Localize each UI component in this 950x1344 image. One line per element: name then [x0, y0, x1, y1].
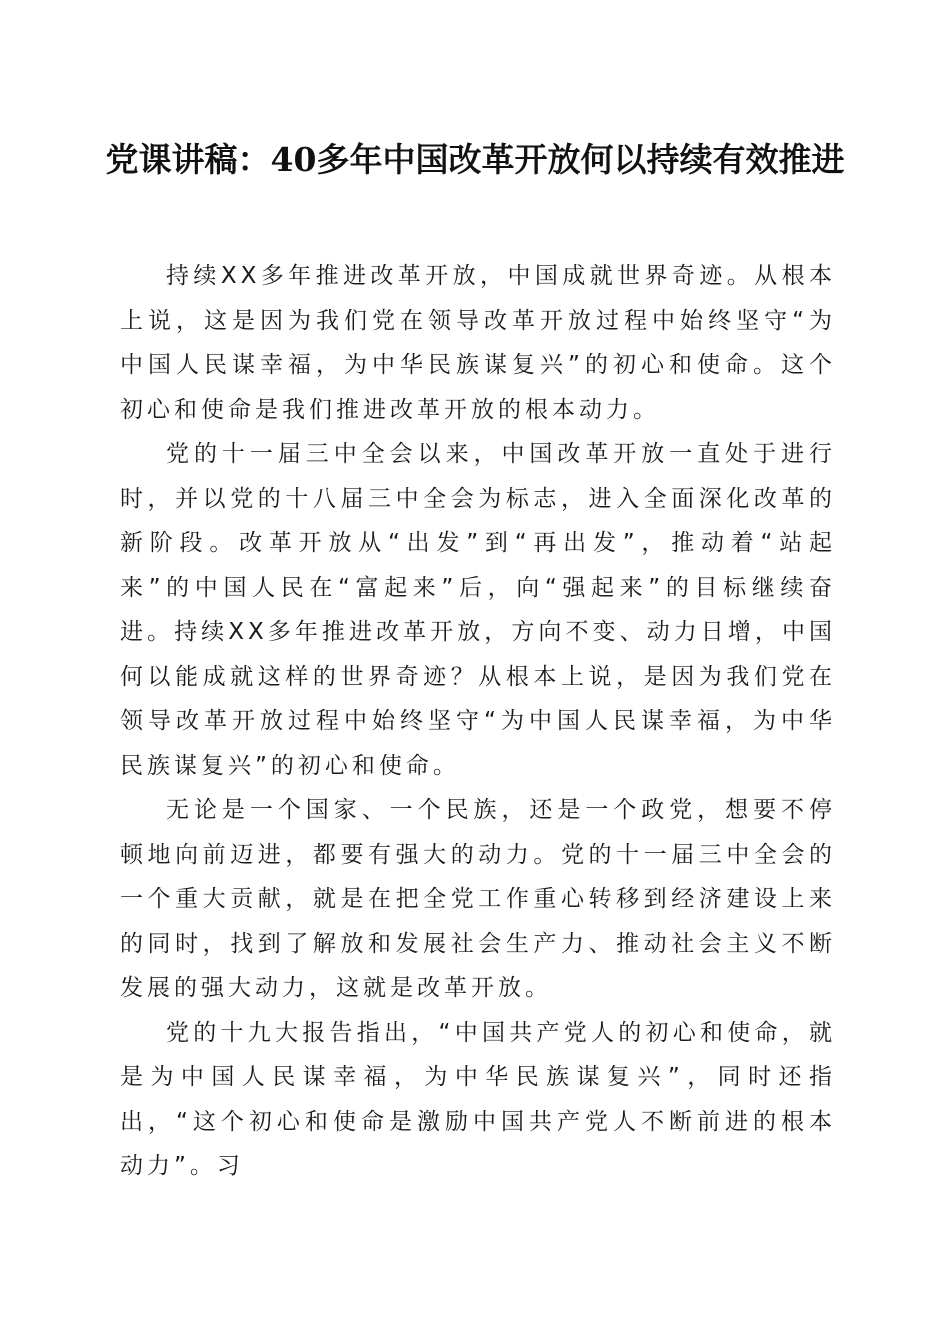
paragraph-2: 党的十一届三中全会以来，中国改革开放一直处于进行时，并以党的十八届三中全会为标志，进入全面深化改革的新阶段。改革开放从“出发”到“再出发”，推动着“站起来”的中国人民在“富起来”后，向“强起来”的目标继续奋进。持续XX多年推进改革开放，方向不变、动力日增，中国何以能成就这样的世界奇迹？从根本上说，是因为我们党在领导改革开放过程中始终坚守“为中国人民谋幸福，为中华民族谋复兴”的初心和使命。 — [120, 441, 836, 779]
document-title: 党课讲稿：40多年中国改革开放何以持续有效推进 — [105, 140, 845, 179]
document-body — [120, 254, 836, 1189]
paragraph-1: 持续XX多年推进改革开放，中国成就世界奇迹。从根本上说，这是因为我们党在领导改革开放过程中始终坚守“为中国人民谋幸福，为中华民族谋复兴”的初心和使命。这个初心和使命是我们推进改革开放的根本动力。 — [120, 263, 836, 423]
paragraph-3: 无论是一个国家、一个民族，还是一个政党，想要不停顿地向前迈进，都要有强大的动力。党的十一届三中全会的一个重大贡献，就是在把全党工作重心转移到经济建设上来的同时，找到了解放和发展社会生产力、推动社会主义不断发展的强大动力，这就是改革开放。 — [120, 797, 836, 1001]
paragraph-4: 党的十九大报告指出，“中国共产党人的初心和使命，就是为中国人民谋幸福，为中华民族谋复兴”，同时还指出，“这个初心和使命是激励中国共产党人不断前进的根本动力”。习 — [120, 1019, 836, 1179]
